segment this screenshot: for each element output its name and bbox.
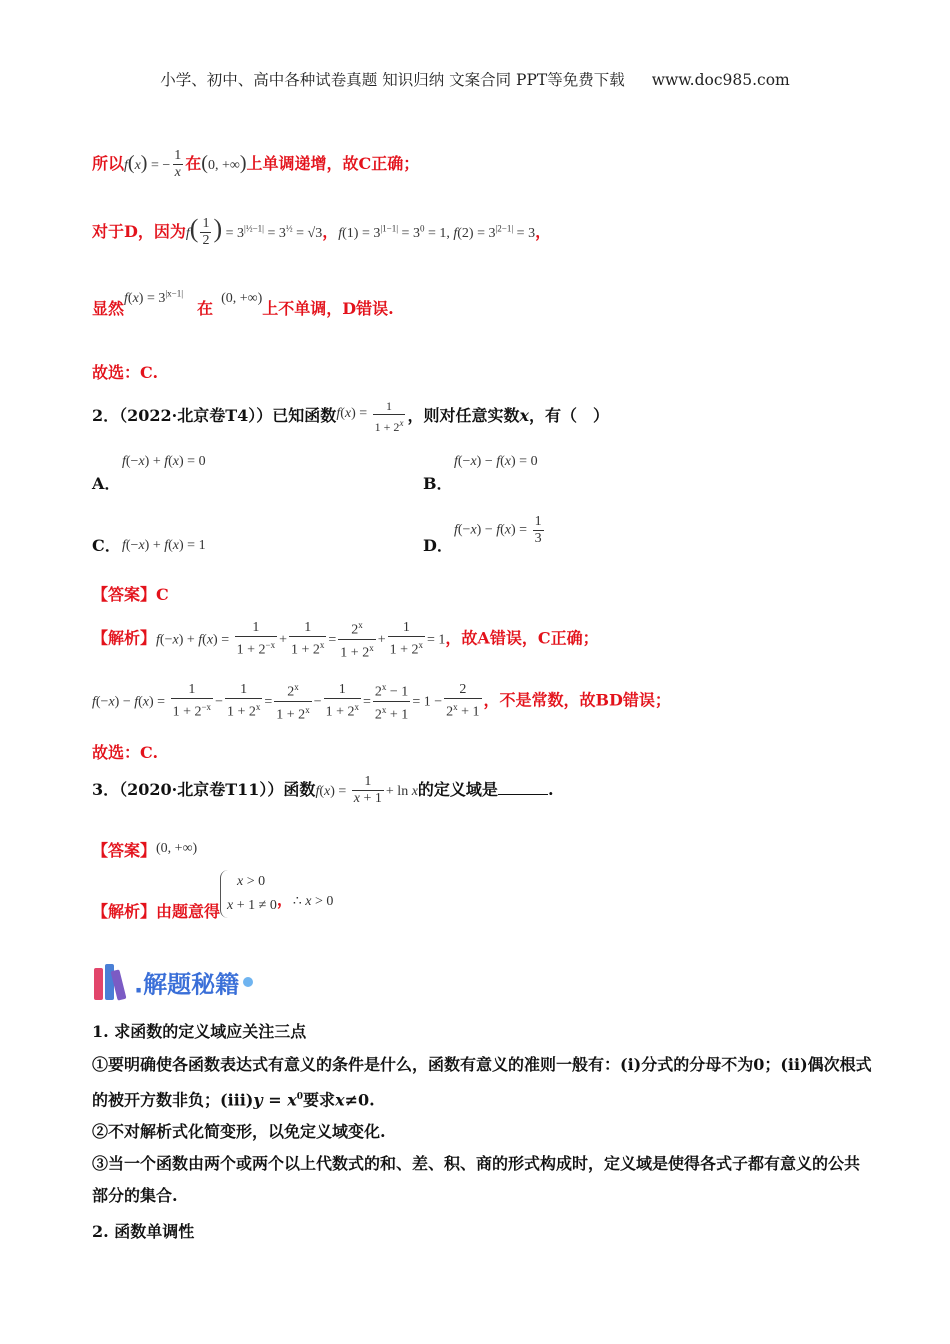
q1-line-option-d: 对于D，因为f( $\frac{1}{2}$ ) = $3^{|\frac{1}{2}-1|} = 3^{\frac{1}{2}} = √3$，$f(1) = 3^{|1-1|} = 3^0 = 1$, $f(2) = 3^{|2-1|} = 3$， (92, 214, 552, 248)
q2-analysis-line-1: 【解析】f(−x) + f(x) = $\frac{1}{1 + 2^{-x}}$ + $\frac{1}{1 + 2^x}$ = $\frac{2^x}{1 + 2^x}$ + $\frac{1}{1 + 2^x}$ = 1，故A错误，C正确； (92, 619, 599, 661)
q3-stem: 3．（2020·北京卷T11））函数f(x) = $\frac{1}{x + 1}$ + ln x的定义域是 . (92, 774, 554, 806)
tips-paragraph-1: ①要明确使各函数表达式有意义的条件是什么，函数有意义的准则一般有：(ⅰ)分式的分母不为0；(ⅱ)偶次根式的被开方数非负；(ⅲ)y = $x^0$要求x≠0. (92, 1055, 872, 1110)
section-heading (92, 962, 253, 1002)
q1-choose: 故选：C. (92, 363, 159, 382)
q1-line-monotonic: 所以f(x) = − $\frac{1}{x}$ 在(0, +∞)上单调递增，故C正确； (92, 148, 420, 180)
q2-option-b-formula: f(−x) − f(x) = 0 (454, 454, 538, 469)
q1-line-not-monotonic: 显然$f(x) = 3^{|x-1|}$在(0, +∞)上不单调，D错误. (92, 288, 394, 318)
tips-heading-1: 1. 求函数的定义域应关注三点 (92, 1022, 307, 1041)
q2-option-a-formula: f(−x) + f(x) = 0 (122, 454, 206, 469)
header-text: 小学、初中、高中各种试卷真题 知识归纳 文案合同 PPT等免费下载 (160, 71, 625, 89)
q2-stem: 2．（2022·北京卷T4））已知函数f(x) = $\frac{1}{1 + 2^x}$ ，则对任意实数x，有（ ） (92, 399, 610, 434)
tips-paragraph-3: ③当一个函数由两个或两个以上代数式的和、差、积、商的形式构成时，定义域是使得各式子都有意义的公共部分的集合. (92, 1154, 861, 1205)
q2-option-c-label: C． (92, 536, 121, 555)
q2-option-c-formula: f(−x) + f(x) = 1 (122, 538, 206, 553)
q3-analysis: 【解析】由题意得 x > 0 x + 1 ≠ 0 ，∴ x > 0 (92, 870, 333, 918)
header-url: www.doc985.com (651, 71, 790, 89)
q2-choose: 故选：C. (92, 743, 159, 762)
q2-option-a-label: A． (92, 474, 121, 493)
q2-option-d-formula: f(−x) − f(x) = $\frac{1}{3}$ (454, 514, 542, 546)
books-icon (92, 962, 134, 1002)
system-brace: x > 0 x + 1 ≠ 0 (220, 870, 277, 918)
tips-heading-2: 2. 函数单调性 (92, 1222, 195, 1241)
q2-answer: 【答案】C (92, 585, 169, 604)
q3-answer: 【答案】(0, +∞) (92, 841, 198, 860)
bullet-dot-icon (243, 977, 253, 987)
tips-paragraph-2: ②不对解析式化简变形，以免定义域变化. (92, 1122, 386, 1141)
q2-option-b-label: B． (423, 474, 453, 493)
answer-blank (498, 782, 548, 795)
q2-analysis-line-2: f(−x) − f(x) = $\frac{1}{1 + 2^{-x}}$ − $\frac{1}{1 + 2^x}$ = $\frac{2^x}{1 + 2^x}$ − $\frac{1}{1 + 2^x}$ = $\frac{2^x - 1}{2^x + 1}$ = 1 − $\frac{2}{2^x + 1}$ ，不是常数，故BD错误； (92, 681, 671, 723)
section-title: .解题秘籍 (134, 970, 240, 999)
q2-option-d-label: D． (423, 536, 453, 555)
page-header (0, 68, 950, 90)
